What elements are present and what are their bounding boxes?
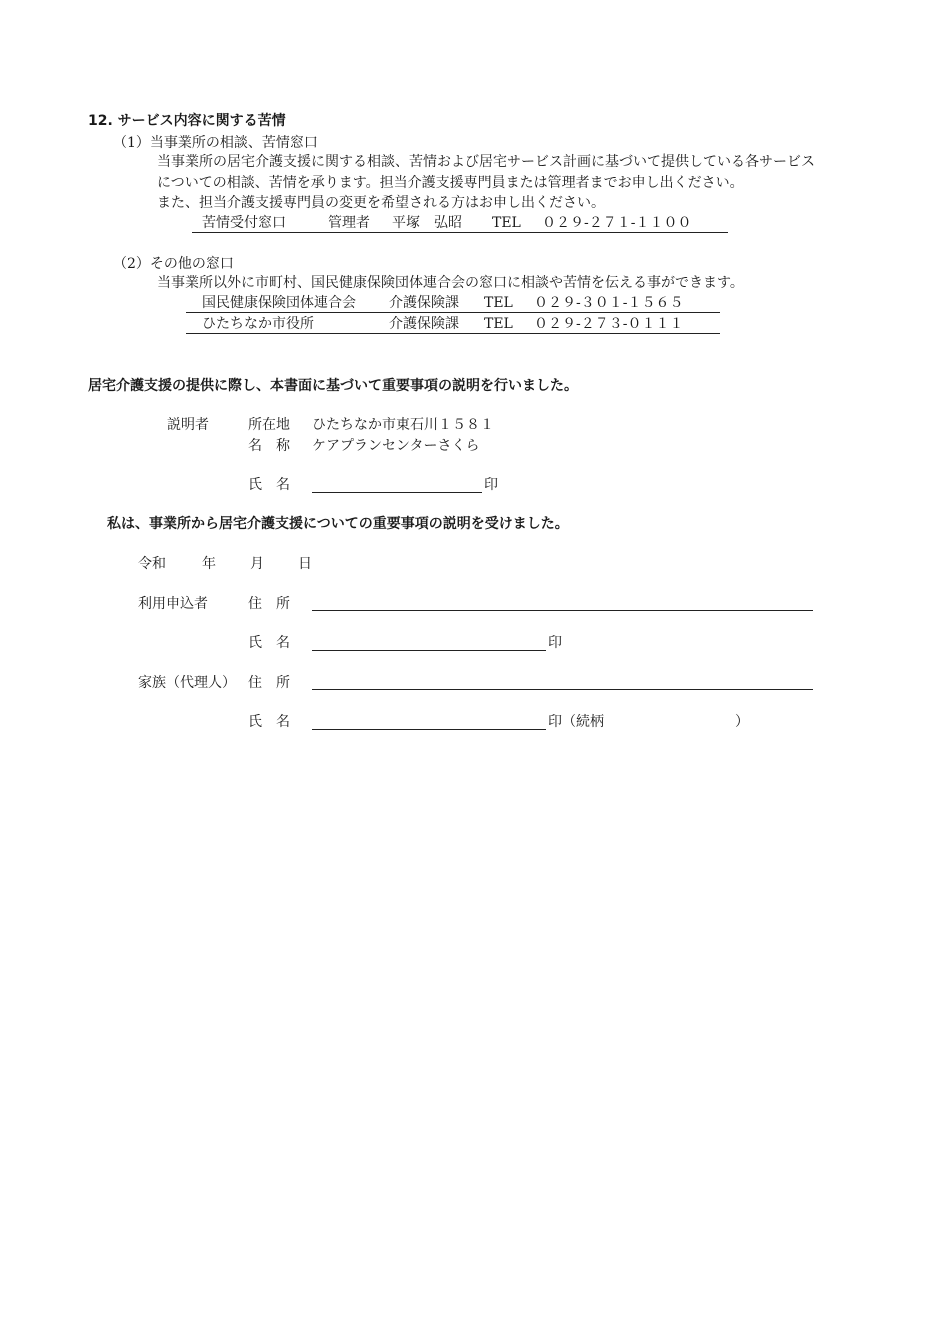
explainer-name-field[interactable] [312, 492, 482, 493]
date-year: 年 [202, 556, 216, 572]
manager-role: 管理者 [328, 215, 370, 231]
explainer-label: 説明者 [167, 417, 209, 433]
contact-underline [192, 232, 728, 233]
applicant-label: 利用申込者 [138, 596, 208, 612]
other-contact-tel: ０２９-２７３-０１１１ [534, 316, 684, 332]
other-contact-org: ひたちなか市役所 [202, 316, 314, 332]
other-contact-dept: 介護保険課 [389, 295, 459, 311]
other-contact-dept: 介護保険課 [389, 316, 459, 332]
explanation-statement: 居宅介護支援の提供に際し、本書面に基づいて重要事項の説明を行いました。 [88, 378, 578, 394]
date-day: 日 [298, 556, 312, 572]
other-contact-underline [186, 333, 720, 334]
location-value: ひたちなか市東石川１５８１ [312, 417, 494, 433]
explainer-name-label: 氏 名 [248, 477, 290, 493]
receipt-statement: 私は、事業所から居宅介護支援についての重要事項の説明を受けました。 [107, 516, 569, 532]
family-label: 家族（代理人） [138, 675, 236, 691]
subsection-2-line-1: 当事業所以外に市町村、国民健康保険団体連合会の窓口に相談や苦情を伝える事ができます。 [157, 275, 744, 291]
family-address-label: 住 所 [248, 675, 290, 691]
other-contact-underline [186, 312, 720, 313]
subsection-1-line-2: についての相談、苦情を承ります。担当介護支援専門員または管理者までお申し出ください。 [157, 175, 744, 191]
location-label: 所在地 [248, 417, 290, 433]
applicant-name-label: 氏 名 [248, 635, 290, 651]
subsection-1-title: （1）当事業所の相談、苦情窓口 [113, 135, 318, 151]
other-contact-org: 国民健康保険団体連合会 [202, 295, 356, 311]
date-era: 令和 [138, 556, 166, 572]
subsection-1-line-3: また、担当介護支援専門員の変更を希望される方はお申し出ください。 [157, 195, 605, 211]
other-contact-tel: ０２９-３０１-１５６５ [534, 295, 684, 311]
complaint-window-label: 苦情受付窓口 [202, 215, 286, 231]
applicant-name-field[interactable] [312, 650, 546, 651]
other-contact-tel-label: TEL [484, 295, 513, 311]
family-address-field[interactable] [312, 689, 813, 690]
seal-mark: 印 [548, 635, 562, 651]
section-heading: 12. サービス内容に関する苦情 [88, 113, 286, 129]
office-name-label: 名 称 [248, 438, 290, 454]
family-name-field[interactable] [312, 729, 546, 730]
subsection-2-title: （2）その他の窓口 [113, 256, 234, 272]
office-name-value: ケアプランセンターさくら [312, 438, 480, 454]
tel-number: ０２９-２７１-１１００ [542, 215, 692, 231]
subsection-1-line-1: 当事業所の居宅介護支援に関する相談、苦情および居宅サービス計画に基づいて提供している各サービス [157, 154, 815, 170]
applicant-address-label: 住 所 [248, 596, 290, 612]
seal-mark: 印 [484, 477, 498, 493]
tel-label: TEL [492, 215, 521, 231]
relation-label: 印（続柄 [548, 714, 604, 730]
other-contact-tel-label: TEL [484, 316, 513, 332]
family-name-label: 氏 名 [248, 714, 290, 730]
applicant-address-field[interactable] [312, 610, 813, 611]
manager-name: 平塚 弘昭 [392, 215, 462, 231]
date-month: 月 [250, 556, 264, 572]
relation-close: ） [735, 714, 749, 730]
